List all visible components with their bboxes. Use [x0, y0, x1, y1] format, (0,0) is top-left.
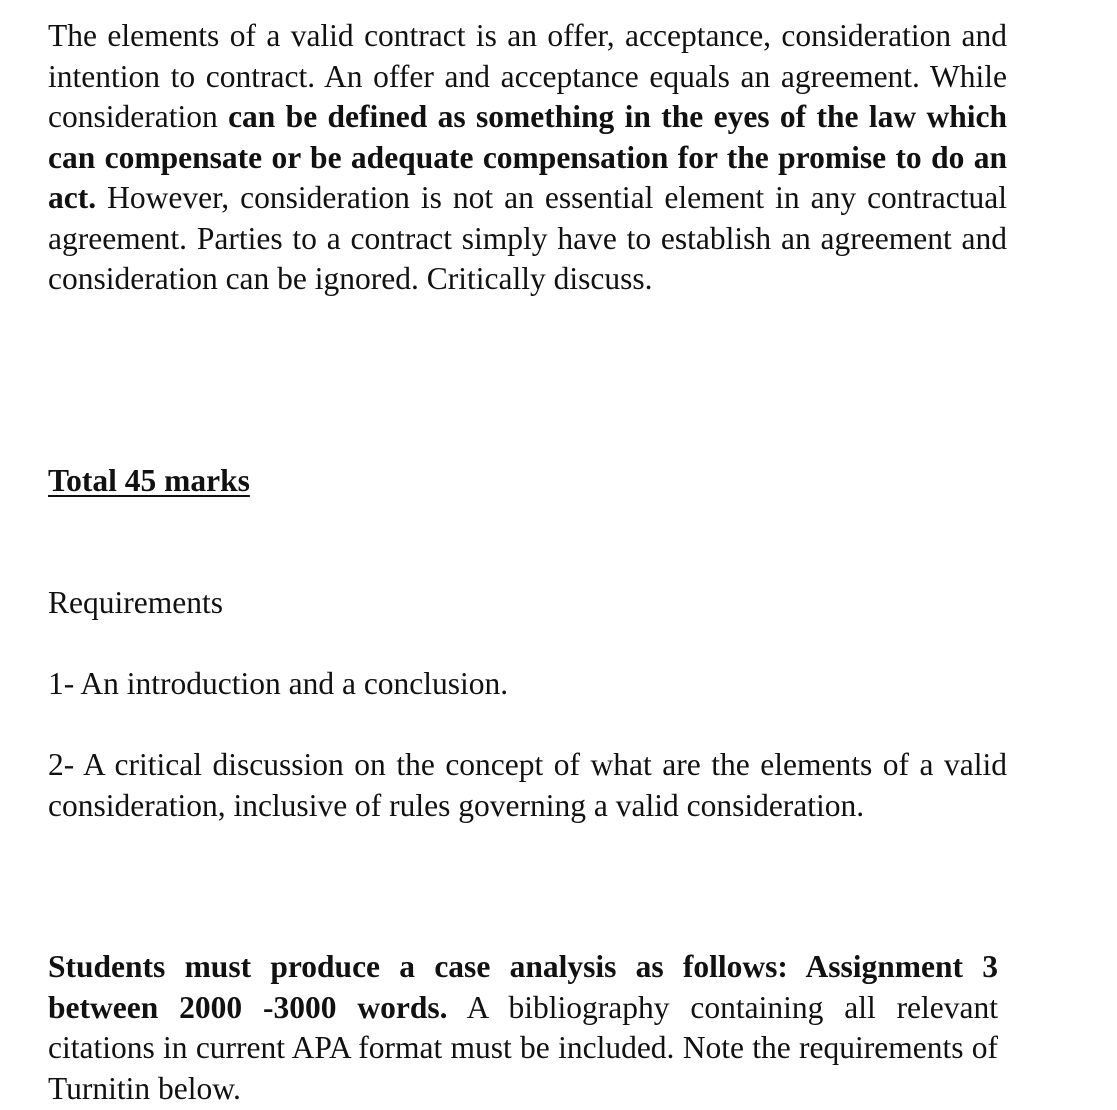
instructions-bold: Students must produce a case analysis as follows: Assignment 3 between 2000 -3000 words.: [48, 949, 998, 1025]
question-text-part2: However, consideration is not an essential element in any contractual agreement. Parties to a contract simply have to establish an agreement and consideration can be ignored. Critically discuss.: [48, 180, 1007, 296]
question-text-part1: The elements of a valid contract is an offer, acceptance, consideration and intention to contract. An offer and acceptance equals an agreement. While consideration: [48, 18, 1007, 134]
question-bold-definition: can be defined as something in the eyes of the law which can compensate or be adequate compensation for the promise to do an act.: [48, 99, 1007, 215]
requirement-item-1: 1- An introduction and a conclusion.: [48, 666, 509, 701]
instructions-rest: A bibliography containing all relevant citations in current APA format must be included. Note the requirements of Turnitin below.: [48, 989, 999, 1106]
requirement-item-2: 2- A critical discussion on the concept of what are the elements of a valid consideration, inclusive of rules governing a valid consideration.: [48, 747, 1007, 823]
question-paragraph: [48, 16, 1007, 300]
total-marks-heading: Total 45 marks: [48, 463, 250, 498]
instructions-paragraph: [48, 947, 998, 1109]
requirements-heading: Requirements: [48, 585, 223, 620]
